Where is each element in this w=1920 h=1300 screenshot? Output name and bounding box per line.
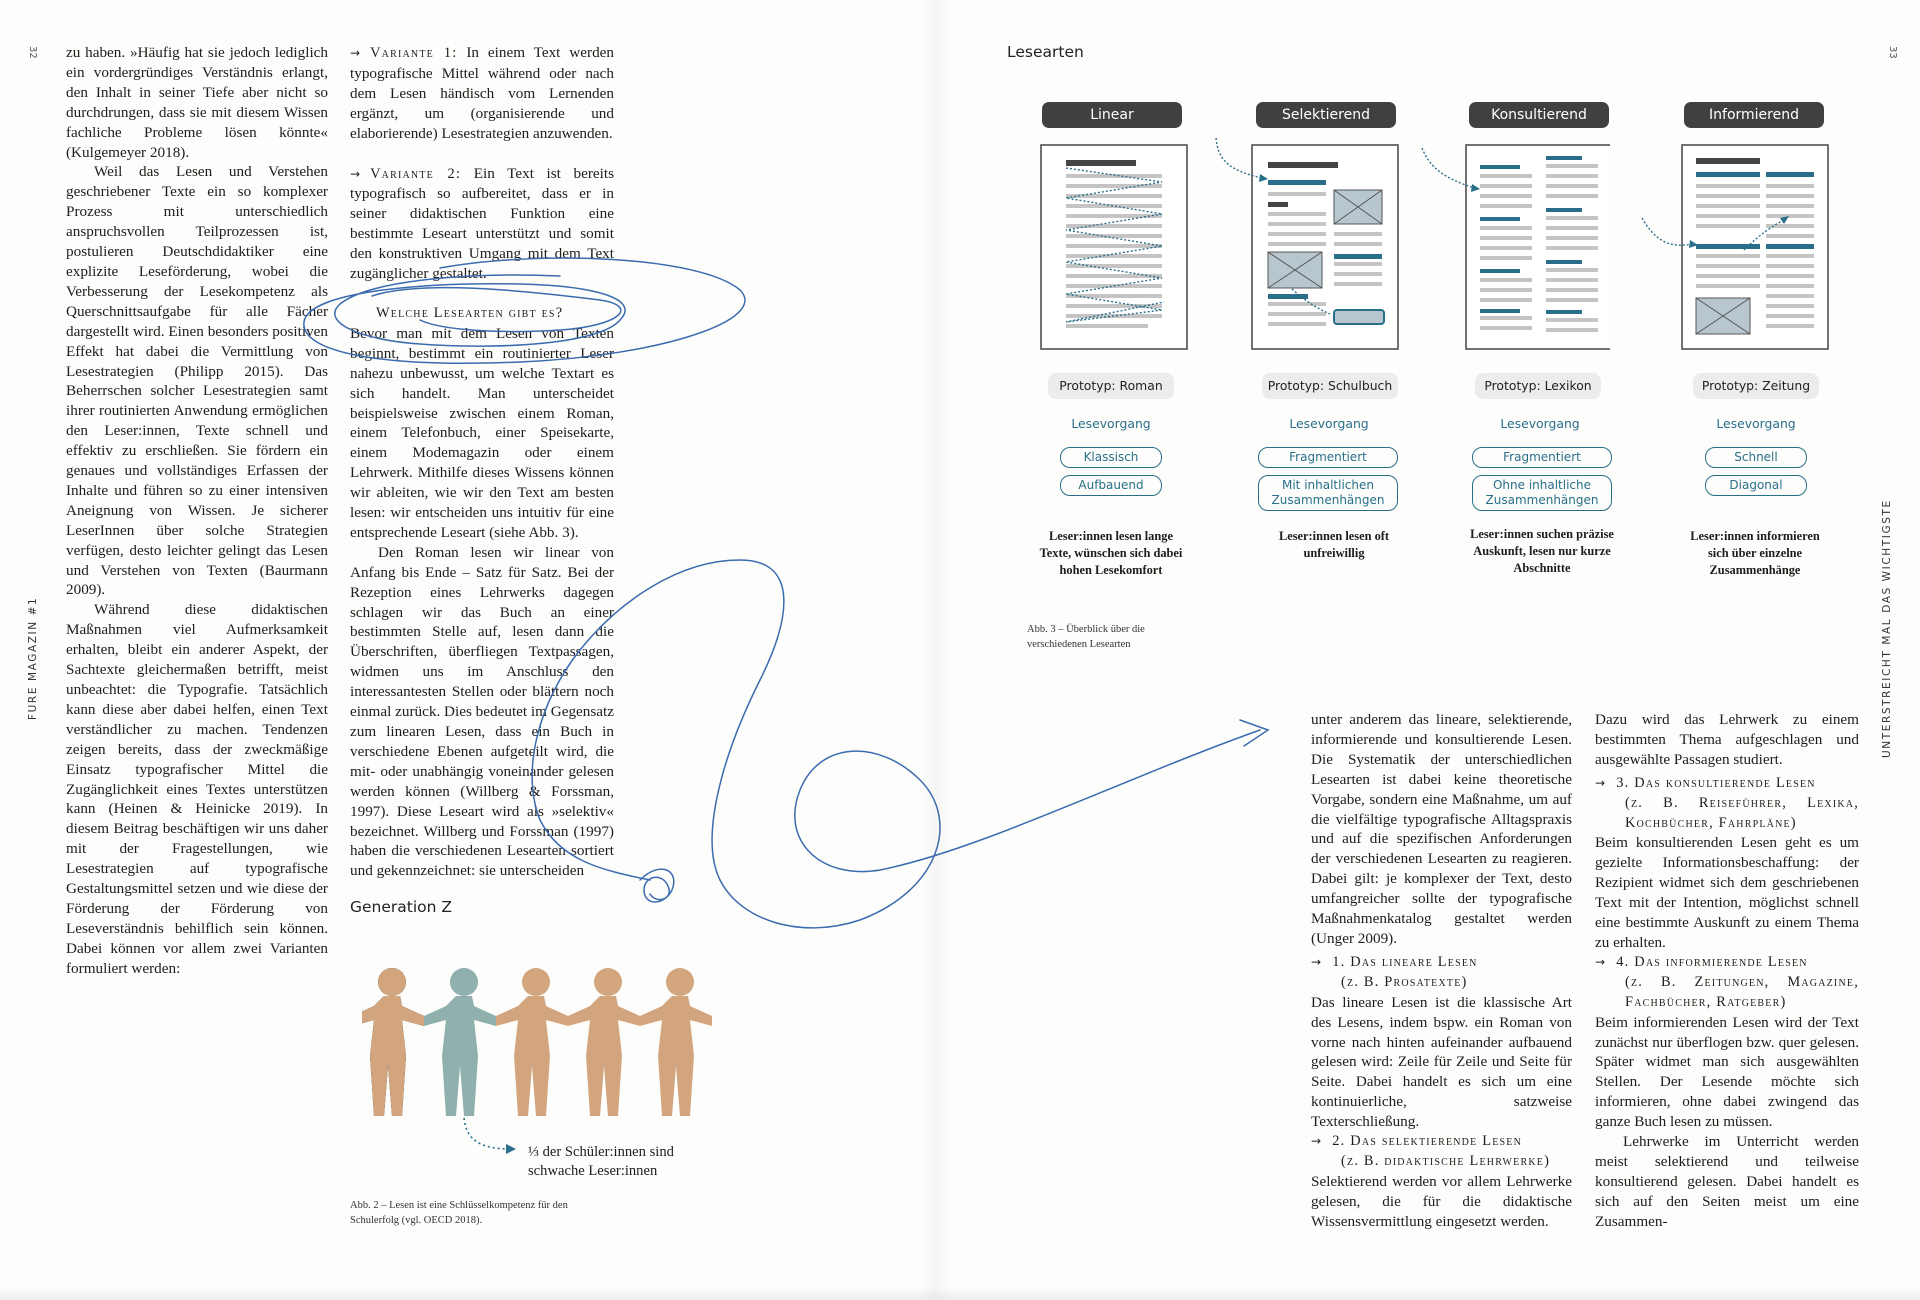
pill-tag: Schnell	[1705, 447, 1807, 468]
paragraph: unter anderem das lineare, selektierende, informierende und konsultierende Lesen. Die Systematik der unterschiedlichen Lesearten ist dabei keine theoretische Vorgabe, sondern eine Maßnahme, um auf die vielfältige typografische Alltagspraxis und auf die spezifischen Anforderungen der verschiedenen Lesearten zu reagieren. Dabei gilt: je komplexer der Text, desto umfangreicher sollte der typografische Maßnahmenkatalog gestaltet werden (Unger 2009).	[1311, 711, 1572, 947]
paragraph: Beim konsultierenden Lesen geht es um gezielte Informationsbeschaffung: der Rezipient widmet sich dem geschriebenen Text mit der Intention, möglichst schnell eine bestimmte Auskunft zu einem Thema zu erhalten.	[1595, 834, 1859, 951]
prototype-selektierend: Prototyp: Schulbuch	[1262, 373, 1398, 399]
figure-tan	[640, 968, 712, 1116]
figure-teal	[424, 968, 496, 1116]
selektierend-page-thumbnail	[1212, 132, 1402, 352]
leseart-description: Leser:innen suchen präzise Auskunft, lesen nur kurze Abschnitte	[1470, 527, 1614, 575]
running-title-left: FURE MAGAZIN #1	[27, 596, 39, 720]
page-number-left: 32	[27, 46, 38, 59]
pill-tag: Ohne inhaltliche Zusammenhängen	[1472, 475, 1612, 511]
informierend-page-thumbnail	[1640, 132, 1830, 352]
section-heading: → 2. Das selektierende Lesen	[1311, 1133, 1523, 1150]
variant-1	[350, 43, 614, 144]
section-subheading: (z. B. Prosatexte)	[1341, 973, 1468, 990]
scribble-arrowhead	[1240, 720, 1268, 746]
generation-z-heading: Generation Z	[350, 898, 453, 916]
pill-tag: Klassisch	[1060, 447, 1162, 468]
paragraph: Das lineare Lesen ist die klassische Art des Lesens, indem bspw. ein Roman von vorne nach hinten aufeinander aufbauend gelesen wird: Zeile für Zeile und Seite für Seite. Dabei handelt es sich um eine kontinuierliche, satzweise Texterschließung.	[1311, 993, 1572, 1131]
figure-tan	[496, 968, 568, 1116]
paragraph: Weil das Lesen und Verstehen geschriebener Texte ein so komplexer Prozess mit unterschiedlich anspruchsvollen Teilprozessen ist, postulieren Deutschdidaktiker eine explizite Leseförderung, wobei die Verbesserung der Lesekompetenz als Querschnittsaufgabe für alle Fächer dargestellt wird. Einen besonders positiven Effekt hat dabei die Vermittlung von Lesestrategien (Philipp 2015). Das Beherrschen solcher Lesestrategien samt ihrer routinierten Anwendung ermöglichen den Leser:innen, Texte schnell und effektiv zu erschließen. Sie fördern ein genaues und vollständiges Erfassen der Inhalte und führen so zu einer intensiven Aneignung von Wissen. Je sicherer LeserInnen über solche Strategien verfügen, desto leichter gelingt das Lesen und Verstehen von Texten (Baurmann 2009).	[66, 163, 328, 599]
prototype-konsultierend: Prototyp: Lexikon	[1475, 373, 1601, 399]
left-column-1	[66, 43, 328, 979]
lesevorgang-label: Lesevorgang	[1500, 416, 1580, 431]
lesevorgang-label: Lesevorgang	[1071, 416, 1151, 431]
konsultierend-page-thumbnail	[1420, 132, 1610, 352]
bottom-shadow	[0, 1286, 1920, 1300]
scribble-tangle	[640, 869, 674, 902]
pill-tag: Fragmentiert	[1472, 447, 1612, 468]
paper-figures-image	[362, 960, 742, 1130]
variant-text: Ein Text ist bereits typografisch so aufbereitet, dass er in seiner didaktischen Funktion eine bestimmte Leseart unterstützt und somit den konstruktiven Umgang mit dem Text zugänglicher gestaltet.	[350, 164, 614, 283]
paragraph: zu haben. »Häufig hat sie jedoch lediglich ein vordergründiges Verständnis erlangt, den Inhalt in seiner Tiefe aber nicht so durchdrungen, dass sie mit diesem Wissen fachliche Probleme lösen könnte« (Kulgemeyer 2018).	[66, 44, 328, 161]
arrow-icon: →	[1311, 1134, 1323, 1149]
section-subheading: (z. B. didaktische Lehrwerke)	[1341, 1152, 1551, 1169]
figure-3-caption: Abb. 3 – Überblick über die verschiedenen Lesearten	[1027, 624, 1145, 650]
leseart-label-linear: Linear	[1042, 102, 1182, 128]
section-heading: → 1. Das lineare Lesen	[1311, 953, 1478, 970]
arrow-icon: →	[1595, 775, 1607, 790]
arrow-icon: →	[1595, 954, 1607, 969]
scribble-long-arrow	[532, 560, 1260, 928]
section-subheading: (z. B. Reiseführer, Lexika, Kochbücher, Fahrpläne)	[1625, 794, 1859, 831]
pill-tag: Aufbauend	[1060, 475, 1162, 496]
leseart-description: Leser:innen informieren sich über einzelne Zusammenhänge	[1690, 529, 1820, 577]
pill-tag: Fragmentiert	[1258, 447, 1398, 468]
paragraph: Dazu wird das Lehrwerk zu einem bestimmten Thema aufgeschlagen und ausgewählte Passagen studiert.	[1595, 711, 1859, 768]
paragraph: Bevor man mit dem Lesen von Texten beginnt, bestimmt ein routinierter Leser nahezu unbewusst, um welche Textart es sich handelt. Man unterscheidet beispielsweise zwischen einem Roman, einem Telefonbuch, einer Speisekarte, einem Modemagazin oder einem Lehrwerk. Mithilfe dieses Wissens können wir ableiten, wie wir den Text am besten lesen: wir entscheiden uns intuitiv für eine entsprechende Leseart (siehe Abb. 3).	[350, 324, 614, 541]
left-column-2	[350, 43, 614, 881]
diagram-title: Lesearten	[1007, 43, 1084, 61]
paragraph: Den Roman lesen wir linear von Anfang bis Ende – Satz für Satz. Bei der Rezeption eines Lehrwerks dagegen schlagen wir das Buch an einer bestimmten Stelle auf, lesen dann die Überschriften, überfliegen Textpassagen, widmen uns im Anschluss den interessantesten Stellen oder blättern noch einmal zurück. Dies bedeutet im Gegensatz zum linearen Lesen, dass ein Buch in verschiedene Ebenen aufgeteilt wird, die mit- oder unabhängig voneinander gelesen werden können (Willberg & Forssman, 1997). Diese Leseart wird als »selektiv« bezeichnet. Willberg und Forssman (1997) haben die verschiedenen Lesearten sortiert und gekennzeichnet: sie unterscheiden	[350, 543, 614, 880]
variant-label: Variante 1:	[370, 45, 458, 61]
section-subheading: (z. B. Zeitungen, Magazine, Fachbücher, Ratgeber)	[1625, 973, 1859, 1010]
pill-tag: Mit inhaltlichen Zusammenhängen	[1258, 475, 1398, 511]
variant-text: In einem Text werden typografische Mittel während oder nach dem Lesen händisch vom Lernenden ergänzt, um (organisierende und elaborierende) Lesestrategien anzuwenden.	[350, 44, 615, 142]
page-number-right: 33	[1887, 46, 1898, 59]
lesevorgang-label: Lesevorgang	[1289, 416, 1369, 431]
pill-tag: Diagonal	[1705, 475, 1807, 496]
leseart-label-selektierend: Selektierend	[1256, 102, 1396, 128]
variant-label: Variante 2:	[370, 165, 462, 182]
variant-2	[350, 164, 614, 284]
paragraph: Lehrwerke im Unterricht werden meist selektierend und teilweise konsultierend gelesen. Dabei handelt es sich auf den Seiten meist um eine Zusammen-	[1595, 1133, 1859, 1230]
annotation-arrow	[458, 1116, 522, 1156]
figure-2-caption: Abb. 2 – Lesen ist eine Schlüsselkompetenz für den Schulerfolg (vgl. OECD 2018).	[350, 1200, 568, 1226]
leseart-description: Leser:innen lesen oft unfreiwillig	[1278, 529, 1390, 560]
figure-tan	[568, 968, 640, 1116]
prototype-linear: Prototyp: Roman	[1048, 373, 1174, 399]
figure-tan	[362, 968, 424, 1116]
paragraph: Während diese didaktischen Maßnahmen viel Aufmerksamkeit erhalten, bleibt ein anderer Aspekt, der Sachtexte gleichermaßen betrifft, meist unbeachtet: die Typografie. Tatsächlich kann diese aber dabei helfen, einen Text verständlicher zu machen. Tendenzen zeigen bereits, dass der zweckmäßige Einsatz typografischer Mittel die Zugänglichkeit eines Textes unterstützen kann (Heinen & Heinicke 2019). In diesem Beitrag beschäftigen wir uns daher mit der Fragestellungen, wie Lesestrategien auf typografische Gestaltungsmittel setzen und wie diese der Förderung der Förderung von Leseverständnis behilflich sein können. Dabei können vor allem zwei Varianten formuliert werden:	[66, 601, 328, 977]
linear-page-thumbnail	[1038, 142, 1190, 352]
right-column-1	[1311, 710, 1572, 1232]
lesevorgang-label: Lesevorgang	[1716, 416, 1796, 431]
leseart-label-konsultierend: Konsultierend	[1469, 102, 1609, 128]
arrow-icon: →	[1311, 954, 1323, 969]
right-column-2	[1595, 710, 1859, 1232]
leseart-description: Leser:innen lesen lange Texte, wünschen sich dabei hohen Lesekomfort	[1039, 529, 1183, 577]
paragraph: Beim informierenden Lesen wird der Text zunächst nur überflogen bzw. quer gelesen. Später widmet man sich ausgewählten Stellen. Der Lesende möchte sich informieren, ohne dabei zwingend das ganze Buch lesen zu müssen.	[1595, 1013, 1859, 1131]
running-title-right: UNTERSTREICHT MAL DAS WICHTIGSTE	[1881, 499, 1893, 758]
prototype-informierend: Prototyp: Zeitung	[1693, 373, 1819, 399]
generation-z-annotation: ⅓ der Schüler:innen sind schwache Leser:innen	[528, 1144, 674, 1179]
section-heading: → 4. Das informierende Lesen	[1595, 953, 1808, 970]
gutter-shadow	[920, 0, 950, 1300]
section-heading: Welche Lesearten gibt es?	[376, 304, 564, 321]
leseart-label-informierend: Informierend	[1684, 102, 1824, 128]
arrow-icon: →	[350, 46, 361, 60]
paragraph: Selektierend werden vor allem Lehrwerke gelesen, die für die didaktische Wissensvermittlung eingesetzt werden.	[1311, 1172, 1572, 1230]
section-heading: → 3. Das konsultierende Lesen	[1595, 774, 1816, 791]
arrow-icon: →	[350, 166, 361, 181]
